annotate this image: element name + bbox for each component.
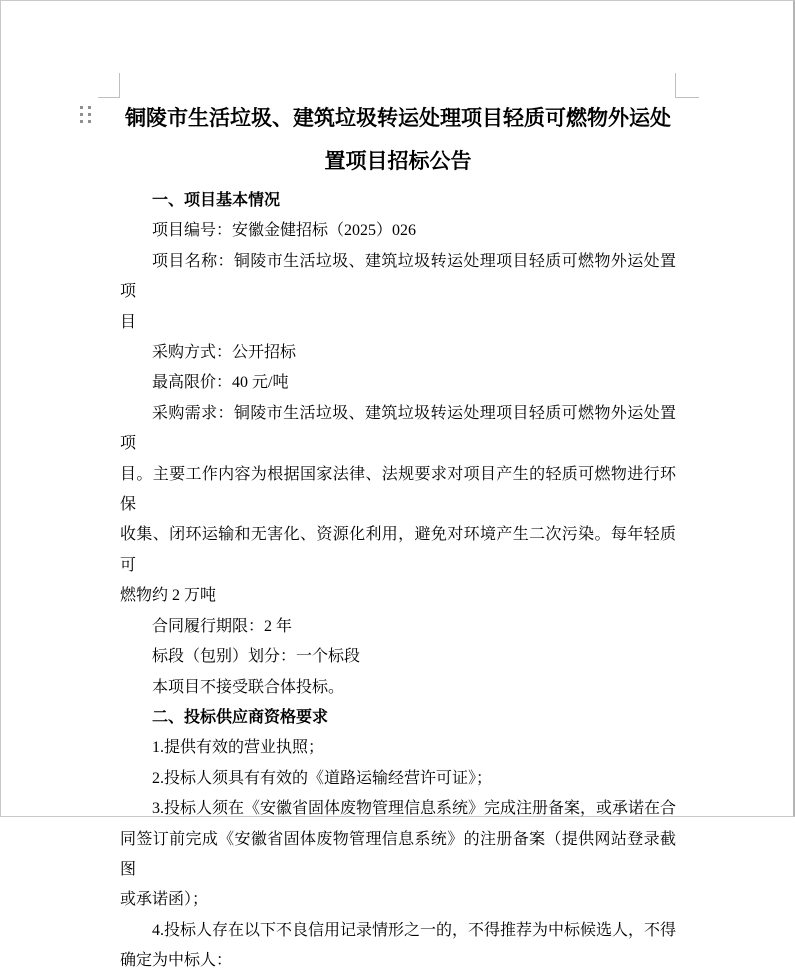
document-line[interactable]: 合同履行期限：2 年: [152, 617, 293, 635]
document-body: [120, 186, 676, 977]
document-line[interactable]: 采购需求：铜陵市生活垃圾、建筑垃圾转运处理项目轻质可燃物外运处置项: [120, 404, 676, 453]
document-line[interactable]: 最高限价：40 元/吨: [152, 374, 289, 392]
margin-corner-mark-left: [98, 73, 120, 98]
document-line[interactable]: 同签订前完成《安徽省固体废物管理信息系统》的注册备案（提供网站登录截图: [120, 830, 676, 878]
document-line[interactable]: 3.投标人须在《安徽省固体废物管理信息系统》完成注册备案，或承诺在合: [152, 800, 677, 818]
margin-corner-mark-right: [675, 73, 699, 98]
drag-handle-icon[interactable]: [80, 106, 91, 123]
document-line[interactable]: 或承诺函）；: [120, 891, 209, 909]
document-line[interactable]: 标段（包别）划分：一个标段: [152, 648, 361, 666]
document-line[interactable]: 1.提供有效的营业执照；: [152, 739, 325, 757]
document-line[interactable]: 本项目不接受联合体投标。: [152, 678, 345, 696]
document-line[interactable]: 4.投标人存在以下不良信用记录情形之一的，不得推荐为中标候选人，不得: [152, 921, 677, 939]
document-line[interactable]: 目: [120, 313, 137, 331]
document-line[interactable]: 二、投标供应商资格要求: [152, 708, 329, 726]
document-line[interactable]: 目。主要工作内容为根据国家法律、法规要求对项目产生的轻质可燃物进行环保: [120, 465, 676, 514]
document-line[interactable]: 燃物约 2 万吨: [120, 587, 217, 605]
document-line[interactable]: 项目名称：铜陵市生活垃圾、建筑垃圾转运处理项目轻质可燃物外运处置项: [120, 252, 676, 301]
document-line[interactable]: 采购方式：公开招标: [152, 344, 297, 362]
document-line[interactable]: 确定为中标人：: [120, 952, 233, 970]
document-title-line-1[interactable]: 铜陵市生活垃圾、建筑垃圾转运处理项目轻质可燃物外运处: [125, 106, 671, 130]
document-line[interactable]: 一、项目基本情况: [152, 192, 281, 209]
document-line[interactable]: 收集、闭环运输和无害化、资源化利用，避免对环境产生二次污染。每年轻质可: [120, 526, 676, 574]
document-line[interactable]: 项目编号：安徽金健招标（2025）026: [152, 222, 417, 240]
document-title-line-2[interactable]: 置项目招标公告: [324, 149, 472, 173]
document-line[interactable]: 2.投标人须具有有效的《道路运输经营许可证》；: [152, 769, 493, 787]
document-title: [120, 97, 676, 183]
